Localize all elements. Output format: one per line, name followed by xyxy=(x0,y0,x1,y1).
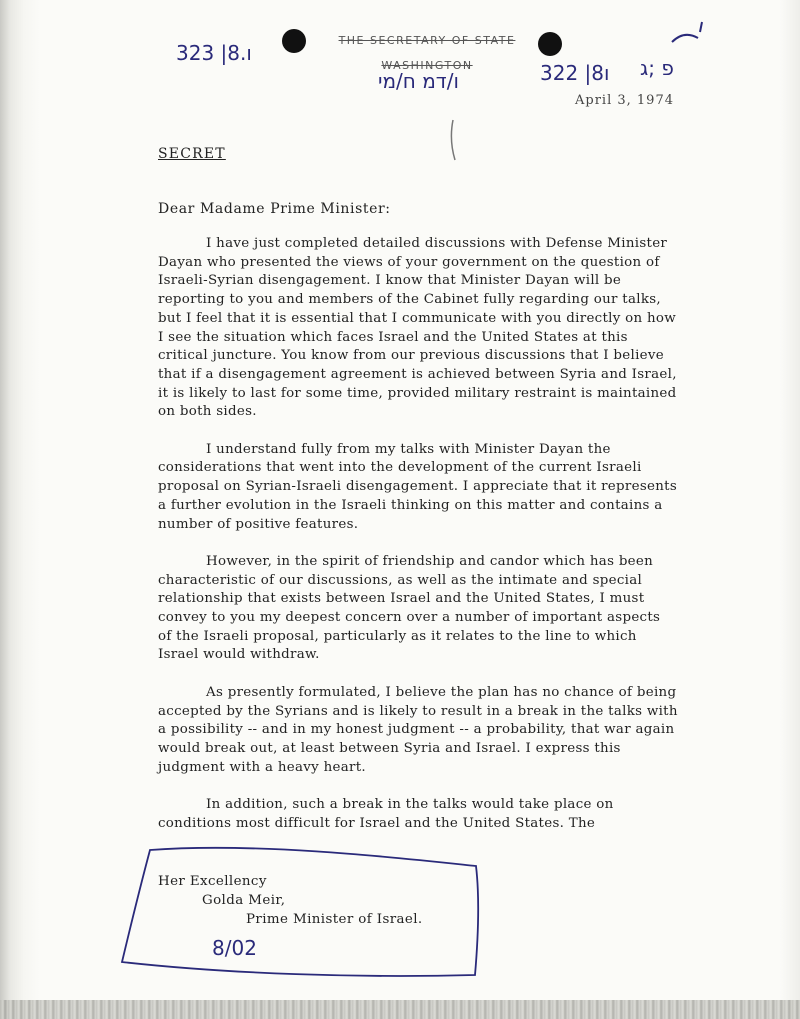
file-number-right: 322 |ו8 xyxy=(540,61,610,85)
hebrew-note: ו/דמ ח/מי xyxy=(378,69,459,93)
paragraph: As presently formulated, I believe the plan has no chance of being accepted by the Syrians and is likely to result in a break in the talks with a possibility -- and in my honest judgment -- a probability, that war again would break out, at least between Syria and Israel. I express this judgment with a heavy heart. xyxy=(158,684,678,775)
classification-marking: SECRET xyxy=(158,146,226,162)
top-right-note: פ ;ג xyxy=(640,56,674,80)
scan-edge xyxy=(0,1000,800,1019)
letterhead-city: WASHINGTON xyxy=(381,59,473,72)
file-number-left: 323 |ו.8 xyxy=(176,41,252,65)
addressee-line: Her Excellency xyxy=(158,874,267,889)
paragraph: However, in the spirit of friendship and candor which has been characteristic of our discussions, as well as the intimate and special relationship that exists between Israel and the United States, I must convey to you my deepest concern over a number of important aspects of the Israeli proposal, particularly as it relates to the line to which Israel would withdraw. xyxy=(158,553,661,663)
addressee-block xyxy=(158,872,423,929)
salutation: Dear Madame Prime Minister: xyxy=(158,201,391,217)
box-note: 8/02 xyxy=(212,936,257,960)
addressee-line: Golda Meir, xyxy=(202,893,286,908)
addressee-line: Prime Minister of Israel. xyxy=(246,912,423,927)
letter-date: April 3, 1974 xyxy=(575,93,674,108)
paragraph: In addition, such a break in the talks would take place on conditions most difficult for Israel and the United States. The xyxy=(158,797,614,831)
letterhead-title: THE SECRETARY OF STATE xyxy=(338,34,516,47)
letter-body xyxy=(158,235,678,852)
paragraph: I understand fully from my talks with Minister Dayan the considerations that went into the development of the current Israeli proposal on Syrian-Israeli disengagement. I appreciate that it represents a further evolution in the Israeli thinking on this matter and contains a number of positive features. xyxy=(158,441,677,532)
paragraph: I have just completed detailed discussions with Defense Minister Dayan who presented the views of your government on the question of Israeli-Syrian disengagement. I know that Minister Dayan will be reporting to you and members of the Cabinet fully regarding our talks, but I feel that it is essential that I communicate with you directly on how I see the situation which faces Israel and the United States at this critical juncture. You know from our previous discussions that I believe that if a disengagement agreement is achieved between Syria and Israel, it is likely to last for some time, provided military restraint is maintained on both sides. xyxy=(158,236,677,420)
letterhead xyxy=(332,34,522,72)
